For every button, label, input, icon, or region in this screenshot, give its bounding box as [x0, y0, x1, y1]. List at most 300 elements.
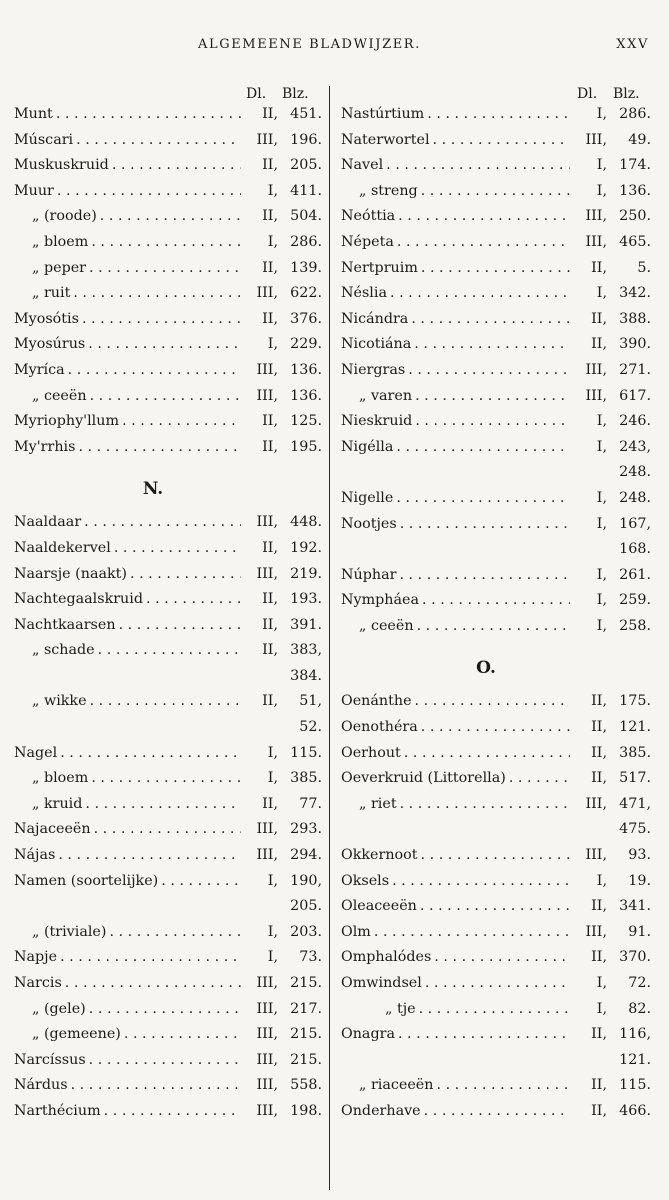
entry-volume: II, [591, 719, 607, 736]
entry-volume: II, [262, 106, 278, 122]
leader-dots [424, 1103, 570, 1119]
entry-volume: III, [256, 821, 278, 838]
index-entry [14, 693, 322, 719]
volume-label: Dl. [577, 86, 598, 102]
index-entry [341, 132, 651, 158]
entry-term: Naarsje (naakt) [14, 565, 127, 582]
section-heading-n: N. [142, 479, 164, 500]
leader-dots [82, 311, 241, 327]
entry-page: 370. [619, 949, 651, 966]
entry-page-continued: 121. [619, 1051, 651, 1068]
index-entry [341, 336, 651, 362]
index-entry-continuation [341, 1052, 651, 1078]
page-number: XXV [616, 37, 649, 52]
volume-label: Dl. [246, 86, 267, 102]
entry-term: „ (triviale) [32, 923, 107, 940]
index-entry [14, 514, 322, 540]
index-list [341, 106, 651, 643]
page-header [0, 37, 669, 57]
index-entry [14, 873, 322, 899]
index-entry [14, 847, 322, 873]
entry-page: 136. [290, 387, 322, 404]
entry-volume: II, [591, 1102, 607, 1119]
entry-page: 167, [619, 515, 651, 532]
entry-page: 190, [290, 872, 322, 889]
index-entry-continuation [14, 668, 322, 694]
entry-term: Népeta [341, 233, 394, 250]
entry-page: 342. [619, 285, 651, 302]
leader-dots [400, 516, 570, 532]
entry-page: 205. [290, 157, 322, 174]
index-entry [341, 388, 651, 414]
entry-volume: II, [262, 259, 278, 276]
entry-term: „ wikke [32, 693, 87, 710]
leader-dots [436, 1077, 570, 1093]
entry-page: 77. [299, 795, 322, 812]
index-entry [341, 362, 651, 388]
index-entry [341, 1103, 651, 1129]
entry-page-continued: 248. [619, 464, 651, 481]
leader-dots [397, 234, 570, 250]
right-column-header [341, 82, 651, 106]
index-entry [341, 183, 651, 209]
entry-page: 193. [290, 591, 322, 608]
leader-dots [421, 260, 570, 276]
entry-page: 385. [290, 770, 322, 787]
leader-dots [89, 1052, 241, 1068]
entry-term: My'rrhis [14, 438, 76, 455]
leader-dots [396, 490, 570, 506]
index-entry [341, 285, 651, 311]
page-label: Blz. [282, 86, 309, 102]
leader-dots [90, 693, 241, 709]
entry-term: Myríca [14, 361, 65, 378]
entry-page: 217. [290, 1000, 322, 1017]
entry-volume: I, [596, 515, 607, 532]
entry-page: 246. [619, 413, 651, 430]
entry-volume: III, [585, 847, 607, 864]
entry-volume: III, [256, 1051, 278, 1068]
entry-term: „ streng [359, 182, 418, 199]
entry-term: „ riaceeën [359, 1077, 434, 1094]
index-entry-continuation [14, 898, 322, 924]
index-entry [341, 719, 651, 745]
leader-dots [392, 873, 570, 889]
entry-volume: II, [262, 310, 278, 327]
entry-term: Olm [341, 923, 371, 940]
entry-term: Nigélla [341, 438, 394, 455]
entry-term: Nagel [14, 744, 58, 761]
index-entry [14, 1077, 322, 1103]
leader-dots [415, 388, 570, 404]
entry-volume: I, [596, 1000, 607, 1017]
index-entry [341, 873, 651, 899]
leader-dots [411, 311, 570, 327]
index-entry [14, 975, 322, 1001]
entry-page: 192. [290, 539, 322, 556]
entry-volume: I, [267, 336, 278, 353]
entry-page-continued: 475. [619, 821, 651, 838]
leader-dots [84, 514, 241, 530]
leader-dots [434, 949, 570, 965]
index-entry [14, 770, 322, 796]
entry-volume: I, [596, 438, 607, 455]
entry-volume: I, [267, 182, 278, 199]
entry-page: 250. [619, 208, 651, 225]
leader-dots [396, 439, 570, 455]
entry-volume: III, [256, 847, 278, 864]
index-entry [341, 770, 651, 796]
index-entry [14, 260, 322, 286]
entry-page: 215. [290, 1026, 322, 1043]
index-entry [14, 949, 322, 975]
entry-page: 248. [619, 489, 651, 506]
leader-dots [114, 540, 241, 556]
entry-page: 219. [290, 565, 322, 582]
entry-volume: II, [591, 744, 607, 761]
leader-dots [88, 336, 241, 352]
entry-volume: I, [596, 975, 607, 991]
entry-term: Naaldaar [14, 514, 82, 531]
entry-page: 504. [290, 208, 322, 225]
entry-page: 261. [619, 566, 651, 583]
entry-page: 175. [619, 693, 651, 710]
index-entry [14, 642, 322, 668]
entry-term: „ riet [359, 795, 397, 812]
leader-dots [56, 106, 241, 122]
index-entry [14, 336, 322, 362]
leader-dots [419, 1001, 570, 1017]
entry-page: 243, [619, 438, 651, 455]
entry-term: Nigelle [341, 489, 394, 506]
entry-page: 195. [290, 438, 322, 455]
index-entry [14, 362, 322, 388]
entry-term: „ tje [385, 1000, 416, 1017]
entry-page: 215. [290, 975, 322, 991]
index-entry [14, 388, 322, 414]
leader-dots [509, 770, 570, 786]
entry-page: 229. [290, 336, 322, 353]
entry-volume: I, [596, 617, 607, 634]
entry-volume: II, [262, 157, 278, 174]
leader-dots [122, 413, 241, 429]
index-entry [341, 490, 651, 516]
entry-page: 5. [637, 259, 651, 276]
leader-dots [91, 770, 241, 786]
entry-volume: I, [267, 923, 278, 940]
entry-volume: I, [596, 592, 607, 609]
entry-volume: III, [256, 1000, 278, 1017]
index-entry-continuation [341, 541, 651, 567]
entry-term: Núphar [341, 566, 397, 583]
leader-dots [119, 617, 241, 633]
entry-page: 125. [290, 413, 322, 430]
index-entry [341, 234, 651, 260]
index-entry [341, 413, 651, 439]
entry-volume: III, [585, 208, 607, 225]
entry-page: 617. [619, 387, 651, 404]
entry-term: Nárdus [14, 1077, 68, 1094]
entry-term: „ ceeën [359, 617, 414, 634]
entry-term: Narcis [14, 975, 62, 991]
entry-page: 385. [619, 744, 651, 761]
entry-page: 91. [628, 923, 651, 940]
index-entry [14, 591, 322, 617]
entry-term: „ schade [32, 642, 95, 659]
leader-dots [374, 924, 570, 940]
index-entry [341, 924, 651, 950]
index-entry [14, 821, 322, 847]
page-title: ALGEMEENE BLADWIJZER. [198, 37, 421, 52]
leader-dots [146, 591, 241, 607]
entry-page: 198. [290, 1102, 322, 1119]
entry-term: Myriophy'llum [14, 413, 120, 430]
leader-dots [421, 183, 570, 199]
leader-dots [421, 719, 570, 735]
entry-page: 93. [628, 847, 651, 864]
entry-page: 215. [290, 1051, 322, 1068]
leader-dots [433, 132, 570, 148]
entry-term: Nachtkaarsen [14, 616, 116, 633]
leader-dots [414, 336, 570, 352]
entry-volume: I, [596, 566, 607, 583]
entry-term: Oenothéra [341, 719, 418, 736]
index-entry [14, 924, 322, 950]
entry-page: 19. [628, 872, 651, 889]
entry-term: Oenánthe [341, 693, 412, 710]
leader-dots [399, 567, 570, 583]
entry-term: Nastúrtium [341, 106, 425, 122]
leader-dots [100, 208, 241, 224]
index-entry [341, 1001, 651, 1027]
entry-volume: I, [596, 872, 607, 889]
entry-volume: III, [256, 514, 278, 531]
entry-page: 391. [290, 616, 322, 633]
entry-term: Múscari [14, 131, 74, 148]
leader-dots [421, 847, 570, 863]
section-heading-o: O. [476, 658, 496, 679]
entry-term: Nicándra [341, 310, 409, 327]
entry-page: 622. [290, 285, 322, 302]
index-entry [14, 1001, 322, 1027]
entry-volume: III, [256, 975, 278, 991]
entry-term: Nertpruim [341, 259, 418, 276]
leader-dots [89, 260, 241, 276]
index-entry [341, 157, 651, 183]
entry-page: 72. [628, 975, 651, 991]
entry-page: 466. [619, 1102, 651, 1119]
index-entry [14, 540, 322, 566]
leader-dots [161, 873, 241, 889]
index-entry [341, 1026, 651, 1052]
index-entry [14, 132, 322, 158]
entry-volume: III, [585, 233, 607, 250]
entry-page: 517. [619, 770, 651, 787]
leader-dots [60, 949, 241, 965]
index-entry [341, 745, 651, 771]
index-entry-continuation [14, 719, 322, 745]
entry-page: 286. [290, 233, 322, 250]
index-entry [14, 183, 322, 209]
entry-page: 286. [619, 106, 651, 122]
entry-page: 390. [619, 336, 651, 353]
entry-page: 451. [290, 106, 322, 122]
entry-volume: I, [596, 106, 607, 122]
index-entry [341, 311, 651, 337]
index-entry [341, 260, 651, 286]
leader-dots [94, 821, 241, 837]
entry-term: „ ruit [32, 285, 71, 302]
index-entry [341, 439, 651, 465]
index-list [14, 106, 322, 464]
entry-volume: III, [585, 387, 607, 404]
entry-page-continued: 384. [290, 667, 322, 684]
entry-term: Nympháea [341, 592, 420, 609]
leader-dots [398, 1026, 570, 1042]
entry-volume: I, [596, 489, 607, 506]
leader-dots [78, 439, 241, 455]
entry-term: Myosótis [14, 310, 79, 327]
entry-volume: II, [262, 795, 278, 812]
entry-volume: II, [262, 616, 278, 633]
index-entry [341, 618, 651, 644]
page-label: Blz. [613, 86, 640, 102]
entry-page: 293. [290, 821, 322, 838]
leader-dots [60, 745, 241, 761]
entry-page: 136. [290, 361, 322, 378]
entry-page: 203. [290, 923, 322, 940]
index-entry [14, 1052, 322, 1078]
entry-volume: I, [267, 770, 278, 787]
index-entry [14, 413, 322, 439]
entry-page: 411. [290, 182, 322, 199]
entry-page: 121. [619, 719, 651, 736]
index-entry [14, 285, 322, 311]
leader-dots [104, 1103, 241, 1119]
index-entry-continuation [341, 464, 651, 490]
index-entry [14, 617, 322, 643]
entry-term: „ bloem [32, 233, 89, 250]
leader-dots [415, 413, 570, 429]
entry-page: 383, [290, 642, 322, 659]
index-entry [14, 234, 322, 260]
index-entry [14, 106, 322, 132]
index-entry [14, 439, 322, 465]
entry-volume: III, [256, 131, 278, 148]
entry-volume: II, [262, 693, 278, 710]
index-entry [14, 566, 322, 592]
index-entry [341, 567, 651, 593]
entry-term: Oleaceeën [341, 898, 417, 915]
entry-page-continued: 168. [619, 541, 651, 558]
index-entry [14, 157, 322, 183]
entry-volume: III, [256, 1026, 278, 1043]
entry-term: „ bloem [32, 770, 89, 787]
entry-volume: II, [591, 949, 607, 966]
index-entry [14, 311, 322, 337]
leader-dots [386, 157, 570, 173]
entry-page: 116, [619, 1026, 651, 1043]
entry-volume: II, [591, 693, 607, 710]
index-entry [341, 847, 651, 873]
entry-term: Narthécium [14, 1102, 101, 1119]
entry-page: 51, [299, 693, 322, 710]
leader-dots [89, 1001, 241, 1017]
entry-volume: II, [591, 336, 607, 353]
entry-term: Nicotiána [341, 336, 412, 353]
leader-dots [90, 388, 241, 404]
leader-dots [73, 285, 241, 301]
entry-page: 174. [619, 157, 651, 174]
entry-volume: I, [596, 182, 607, 199]
entry-term: Oeverkruid (Littorella) [341, 770, 506, 787]
entry-term: Onagra [341, 1026, 395, 1043]
leader-dots [425, 975, 570, 991]
leader-dots [420, 898, 570, 914]
entry-term: Néslia [341, 285, 387, 302]
index-entry [341, 949, 651, 975]
entry-volume: I, [596, 413, 607, 430]
entry-term: Oksels [341, 872, 390, 889]
entry-page: 558. [290, 1077, 322, 1094]
entry-volume: II, [591, 259, 607, 276]
entry-term: Oerhout [341, 744, 401, 761]
entry-term: Omphalódes [341, 949, 432, 966]
entry-page: 271. [619, 361, 651, 378]
index-entry [341, 796, 651, 822]
entry-term: Onderhave [341, 1102, 421, 1119]
entry-volume: I, [267, 744, 278, 761]
index-entry-continuation [341, 821, 651, 847]
entry-page: 465. [619, 233, 651, 250]
leader-dots [85, 796, 241, 812]
entry-page: 139. [290, 259, 322, 276]
left-column [14, 82, 322, 1192]
leader-dots [112, 157, 241, 173]
entry-volume: II, [262, 591, 278, 608]
index-entry [14, 1026, 322, 1052]
entry-term: Muskuskruid [14, 157, 109, 174]
entry-term: Nootjes [341, 515, 397, 532]
entry-volume: II, [591, 1026, 607, 1043]
index-entry [341, 693, 651, 719]
entry-volume: III, [585, 131, 607, 148]
leader-dots [390, 285, 570, 301]
entry-volume: II, [262, 208, 278, 225]
index-entry [341, 898, 651, 924]
index-entry [14, 796, 322, 822]
entry-term: „ varen [359, 387, 413, 404]
entry-volume: II, [591, 898, 607, 915]
leader-dots [130, 566, 241, 582]
entry-volume: III, [256, 387, 278, 404]
leader-dots [57, 183, 241, 199]
index-entry [14, 1103, 322, 1129]
entry-page: 471, [619, 795, 651, 812]
entry-term: Naterwortel [341, 131, 430, 148]
entry-page: 49. [628, 131, 651, 148]
entry-volume: I, [267, 872, 278, 889]
leader-dots [65, 975, 241, 991]
entry-page: 448. [290, 514, 322, 531]
entry-page: 341. [619, 898, 651, 915]
entry-term: Myosúrus [14, 336, 86, 353]
entry-term: Nájas [14, 847, 56, 864]
entry-volume: III, [585, 361, 607, 378]
entry-term: „ ceeën [32, 387, 87, 404]
entry-volume: II, [591, 770, 607, 787]
leader-dots [68, 362, 241, 378]
